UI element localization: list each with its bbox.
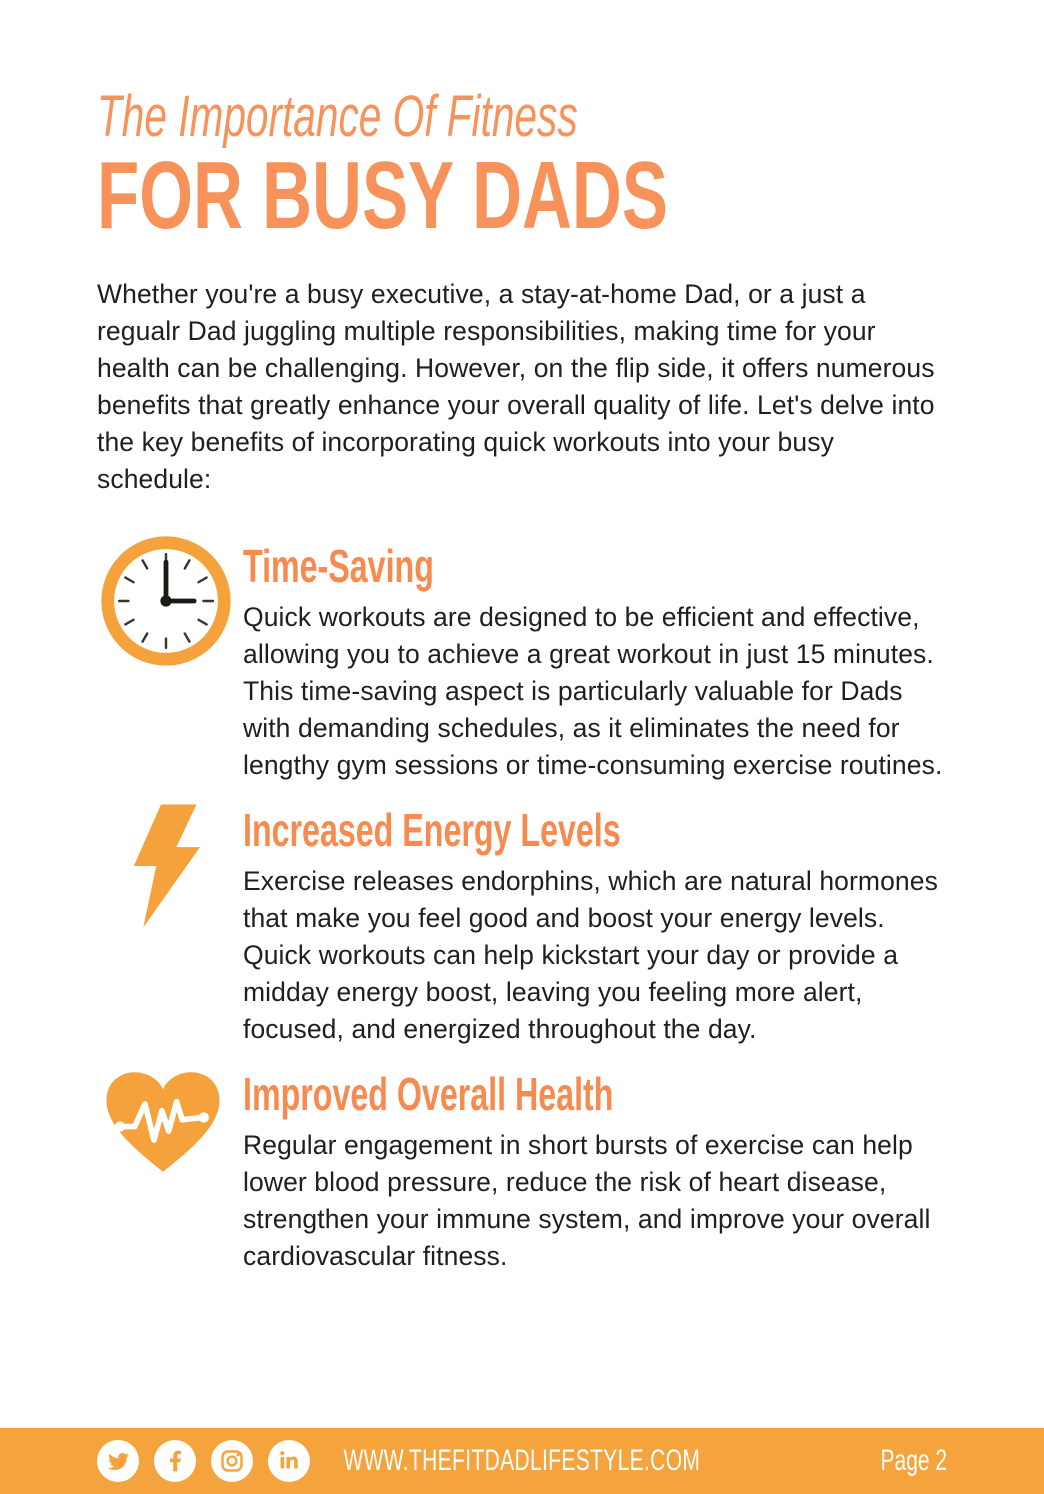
clock-icon [99, 534, 233, 668]
section-body: Quick workouts are designed to be efficient and effective, allowing you to achieve a great workout in just 15 minutes. This time-saving aspect is particularly valuable for Dads with demanding schedules, as it eliminates the need for lengthy gym sessions or time-consuming exercise routines. [243, 602, 943, 780]
twitter-icon[interactable] [97, 1440, 139, 1482]
page-number: Page 2 [880, 1444, 947, 1477]
page-title [97, 142, 947, 249]
section-heading: Time-Saving [243, 540, 434, 592]
section-improved-health [97, 1068, 947, 1275]
section-icon-column [97, 804, 243, 1048]
lightning-icon [122, 804, 200, 928]
footer-bar [0, 1428, 1044, 1494]
website-link[interactable]: WWW.THEFITDADLIFESTYLE.COM [343, 1444, 701, 1477]
section-content [243, 1068, 947, 1275]
section-body: Exercise releases endorphins, which are natural hormones that make you feel good and boost your energy levels. Quick workouts can help kickstart your day or provide a midday energy boost, leaving you feeling more alert, focused, and energized throughout the day. [243, 866, 938, 1044]
linkedin-icon[interactable] [268, 1440, 310, 1482]
page-subtitle [97, 84, 947, 150]
section-content [243, 540, 947, 784]
heart-icon [104, 1070, 222, 1174]
intro-paragraph: Whether you're a busy executive, a stay-at-home Dad, or a just a regualr Dad juggling multiple responsibilities, making time for your health can be challenging. However, on the flip side, it offers numerous benefits that greatly enhance your overall quality of life. Let's delve into the key benefits of incorporating quick workouts into your busy schedule: [97, 279, 935, 494]
section-increased-energy [97, 804, 947, 1048]
section-heading: Increased Energy Levels [243, 804, 621, 856]
page-title-text: FOR BUSY DADS [97, 142, 668, 249]
social-links [97, 1440, 310, 1482]
section-heading: Improved Overall Health [243, 1068, 614, 1120]
section-content [243, 804, 947, 1048]
facebook-icon[interactable] [154, 1440, 196, 1482]
section-time-saving [97, 540, 947, 784]
page-subtitle-text: The Importance Of Fitness [97, 84, 578, 149]
instagram-icon[interactable] [211, 1440, 253, 1482]
section-body: Regular engagement in short bursts of exercise can help lower blood pressure, reduce the risk of heart disease, strengthen your immune system, and improve your overall cardiovascular fitness. [243, 1130, 931, 1271]
section-icon-column [97, 540, 243, 784]
section-icon-column [97, 1068, 243, 1275]
